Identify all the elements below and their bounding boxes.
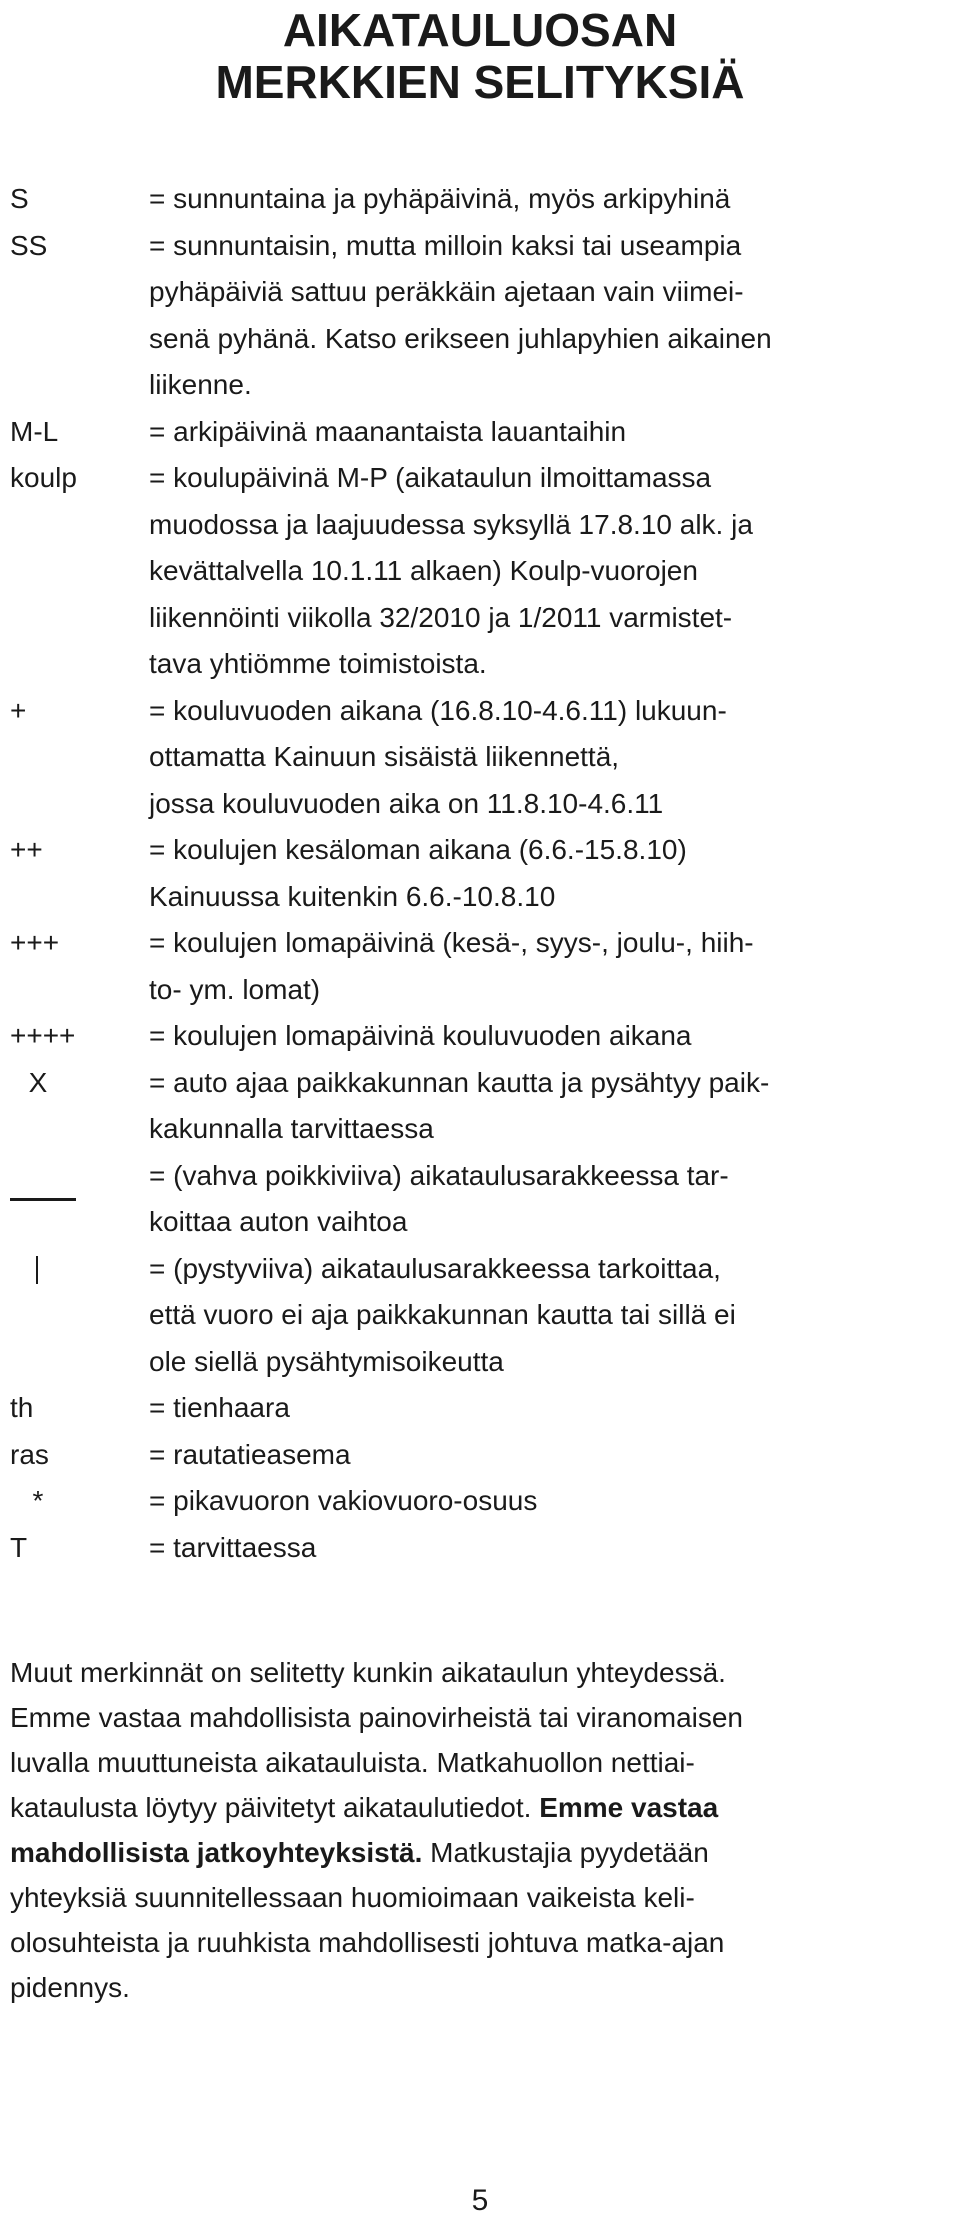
legend-definition [149, 1246, 955, 1386]
title-line-2: MERKKIEN SELITYKSIÄ [215, 56, 745, 108]
definition-line: ole siellä pysähtymisoikeutta [149, 1345, 504, 1377]
legend-symbol: +++ [10, 927, 60, 958]
vertical-line-icon [36, 1256, 38, 1284]
definition-line: = tarvittaessa [149, 1531, 317, 1563]
legend-symbol: + [10, 694, 27, 726]
legend-symbol: koulp [10, 462, 77, 493]
footer-line: Muut merkinnät on selitetty kunkin aikataulun yhteydessä. [10, 1657, 726, 1688]
definition-line: = sunnuntaisin, mutta milloin kaksi tai useampia [149, 229, 742, 261]
definition-line: = koulujen lomapäivinä (kesä-, syys-, joulu-, hiih- [149, 927, 754, 958]
legend-definition [149, 688, 955, 828]
definition-line: = sunnuntaina ja pyhäpäivinä, myös arkipyhinä [149, 183, 731, 214]
definition-line: ottamatta Kainuun sisäistä liikennettä, [149, 741, 620, 772]
legend-row-koulp [10, 455, 955, 688]
legend-row-t [10, 1525, 955, 1572]
legend-definition [149, 1153, 955, 1246]
legend-symbol: th [10, 1392, 34, 1423]
definition-line: koittaa auton vaihtoa [149, 1206, 408, 1237]
horizontal-line-icon [10, 1198, 76, 1201]
definition-line: = arkipäivinä maanantaista lauantaihin [149, 415, 627, 447]
footer-line: Emme vastaa mahdollisista painovirheistä tai viranomaisen [10, 1702, 744, 1733]
legend-definition [149, 1432, 955, 1479]
definition-line: tava yhtiömme toimistoista. [149, 648, 487, 679]
definition-line: kevättalvella 10.1.11 alkaen) Koulp-vuorojen [149, 555, 698, 586]
page-title [0, 4, 960, 108]
legend-row-ras [10, 1432, 955, 1479]
definition-line: = tienhaara [149, 1392, 290, 1423]
legend-row-th [10, 1385, 955, 1432]
definition-line: liikennöinti viikolla 32/2010 ja 1/2011 varmistet- [149, 601, 733, 633]
legend-row-quad-plus [10, 1013, 955, 1060]
legend-definition [149, 1013, 955, 1060]
legend-symbol [10, 1246, 38, 1299]
legend-row-x [10, 1060, 955, 1153]
definition-line: = (pystyviiva) aikataulusarakkeessa tarkoittaa, [149, 1252, 721, 1284]
legend-symbol: M-L [10, 415, 59, 447]
definition-line: = koulujen lomapäivinä kouluvuoden aikana [149, 1020, 692, 1051]
footer-line: yhteyksiä suunnitellessaan huomioimaan vaikeista keli- [10, 1882, 695, 1913]
footer-text: kataulusta löytyy päivitetyt aikataulutiedot. [10, 1792, 540, 1823]
legend-row-m-l [10, 409, 955, 456]
legend-row-asterisk [10, 1478, 955, 1525]
legend-row-s [10, 176, 955, 223]
page-number: 5 [471, 2184, 489, 2217]
title-line-1: AIKATAULUOSAN [282, 4, 678, 56]
footer-line: pidennys. [10, 1972, 130, 2003]
legend-row-vertical-line [10, 1246, 955, 1386]
legend-definition [149, 1385, 955, 1432]
footer-line: luvalla muuttuneista aikatauluista. Matkahuollon nettiai- [10, 1747, 695, 1778]
legend-symbol: X [28, 1066, 48, 1098]
legend-row-double-plus [10, 827, 955, 920]
definition-line: pyhäpäiviä sattuu peräkkäin ajetaan vain viimei- [149, 276, 744, 307]
definition-line: muodossa ja laajuudessa syksyllä 17.8.10 alk. ja [149, 508, 753, 540]
legend-definition [149, 1478, 955, 1525]
footer-line [10, 1785, 955, 1830]
legend-symbol: ++++ [10, 1020, 76, 1051]
legend-row-plus [10, 688, 955, 828]
definition-line: jossa kouluvuoden aika on 11.8.10-4.6.11 [149, 787, 664, 819]
definition-line: = auto ajaa paikkakunnan kautta ja pysähtyy paik- [149, 1066, 770, 1098]
legend-definition [149, 409, 955, 456]
legend-row-thick-line [10, 1153, 955, 1246]
legend-definition [149, 920, 955, 1013]
definition-line: = koulujen kesäloman aikana (6.6.-15.8.10) [149, 834, 687, 865]
definition-line: to- ym. lomat) [149, 973, 321, 1005]
footer-notice [10, 1650, 955, 2010]
definition-line: = kouluvuoden aikana (16.8.10-4.6.11) lukuun- [149, 694, 727, 726]
definition-line: = (vahva poikkiviiva) aikataulusarakkeessa tar- [149, 1159, 729, 1191]
legend-symbol: * [32, 1485, 44, 1516]
legend-definition [149, 455, 955, 688]
legend-row-triple-plus [10, 920, 955, 1013]
legend-definition [149, 1060, 955, 1153]
legend-symbol: SS [10, 229, 48, 261]
footer-line: olosuhteista ja ruuhkista mahdollisesti johtuva matka-ajan [10, 1927, 725, 1958]
definition-line: = rautatieasema [149, 1438, 351, 1470]
legend-symbol [10, 1153, 76, 1201]
definition-line: että vuoro ei aja paikkakunnan kautta tai sillä ei [149, 1299, 736, 1330]
legend-definition [149, 176, 955, 223]
definition-line: Kainuussa kuitenkin 6.6.-10.8.10 [149, 880, 556, 912]
legend-row-ss [10, 223, 955, 409]
footer-bold-text: Emme vastaa [539, 1792, 719, 1823]
footer-line [10, 1830, 955, 1875]
definition-line: liikenne. [149, 369, 252, 400]
legend-list [10, 176, 955, 1571]
legend-definition [149, 827, 955, 920]
legend-symbol: ++ [10, 834, 43, 865]
legend-symbol: S [10, 183, 29, 214]
legend-symbol: T [10, 1531, 28, 1563]
legend-definition [149, 223, 955, 409]
legend-symbol: ras [10, 1438, 49, 1470]
footer-bold-text: mahdollisista jatkoyhteyksistä. [10, 1837, 423, 1868]
definition-line: = koulupäivinä M-P (aikataulun ilmoittamassa [149, 462, 712, 493]
definition-line: senä pyhänä. Katso erikseen juhlapyhien aikainen [149, 322, 772, 354]
definition-line: = pikavuoron vakiovuoro-osuus [149, 1485, 538, 1516]
footer-text: Matkustajia pyydetään [422, 1837, 709, 1868]
legend-definition [149, 1525, 955, 1572]
definition-line: kakunnalla tarvittaessa [149, 1113, 434, 1144]
